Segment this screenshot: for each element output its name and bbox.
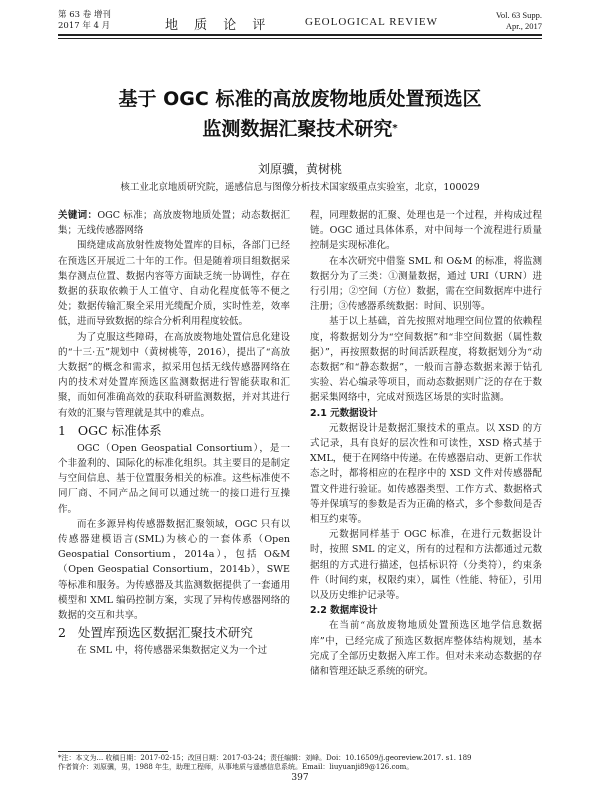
journal-name-cn: 地 质 论 评 [165, 18, 272, 33]
left-column [58, 208, 290, 658]
section-title: 处置库预选区数据汇聚技术研究 [77, 625, 253, 641]
header-volume-en [478, 10, 542, 32]
header-vol-en: Vol. 63 Supp. [495, 10, 542, 20]
paragraph: 而在多源异构传感器数据汇聚领域，OGC 只有以传感器建模语言(SML)为核心的一套体系（Open Geospatial Consortium，2014a），包括 O&M（Open Geospatial Consortium，2014b），SWE 等标准和服务。为传感器及其监测数据提供了一套通用模型和 XML 编码控制方案，实现了异构传感器网络的数据的交互和共享。 [58, 518, 290, 622]
paragraph: 在当前“高放废物地质处置预选区地学信息数据库”中，已经完成了预选区数据库整体结构规划，基本完成了全部历史数据入库工作。但对未来动态数据的存储和管理还缺乏系统的研究。 [310, 620, 542, 678]
paragraph: OGC（Open Geospatial Consortium），是一个非盈利的、国际化的标准化组织。其主要目的是制定与空间信息、基于位置服务相关的标准。这些标准使不同厂商、不同产品之间可以通过统一的接口进行互操作。 [58, 442, 290, 515]
journal-name-en: GEOLOGICAL REVIEW [305, 16, 438, 28]
paragraph: 在本次研究中借鉴 SML 和 O&M 的标准，将监测数据分为了三类：①测量数据，通过 URI（URN）进行引用；②空间（方位）数据，需在空间数据库中进行注册；③传感器系统数据：时间、识别等。 [310, 255, 542, 313]
header-date-en: Apr., 2017 [505, 21, 542, 31]
footnote-line-1: *注：本文为... 收稿日期：2017-02-15；改回日期：2017-03-24；责任编辑：刘峰。Doi：10.16509/j.georeview.2017. s1. 189 [58, 754, 472, 762]
keywords [58, 208, 290, 238]
title-footnote-mark: * [392, 123, 398, 134]
subsection-heading-2-1: 2.1 元数据设计 [310, 407, 378, 419]
header-year-cn: 2017 年 4 月 [58, 21, 111, 31]
section-heading-1 [58, 421, 290, 441]
right-column [310, 208, 542, 679]
paper-title-line2 [40, 115, 560, 143]
author-list: 刘原骥，黄树桃 [257, 162, 342, 176]
author-affiliation: 核工业北京地质研究院，遥感信息与图像分析技术国家级重点实验室，北京，100029 [120, 182, 480, 193]
subsection-heading-2-2: 2.2 数据库设计 [310, 605, 378, 617]
header-rule-thin [58, 38, 542, 39]
paper-title-line1: 基于 OGC 标准的高放废物地质处置预选区 [118, 88, 482, 110]
paper-title-line2-text: 监测数据汇聚技术研究 [202, 118, 393, 140]
section-number: 2 [58, 625, 66, 641]
paragraph: 基于以上基础，首先按照对地理空间位置的依赖程度，将数据划分为“空间数据”和“非空间数据（属性数据）”，再按照数据的时间活跃程度，将数据划分为“动态数据”和“静态数据”，一般而言静态数据来源于钻孔实验、岩心编录等项目，而动态数据则广泛的存在于数据采集网络中，完成对预选区场景的实时监测。 [310, 316, 542, 404]
paragraph: 围绕建成高放射性废物处置库的目标，各部门已经在预选区开展近二十年的工作。但是随着项目组数据采集存测点位置、数据内容等方面缺乏统一协调性，存在数据的获取依赖于人工值守、自动化程度低等不便之处；数据传输汇聚全采用光缆配介质，实时性差，效率低，进而导致数据的综合分析利用程度较低。 [58, 240, 290, 328]
paragraph: 程，同理数据的汇聚、处理也是一个过程，并构成过程链。OGC 通过具体体系，对中间每一个流程进行质量控制是实现标准化。 [310, 210, 542, 252]
paragraph: 在 SML 中，将传感器采集数据定义为一个过 [77, 645, 268, 657]
keywords-text: OGC 标准；高放废物地质处置；动态数据汇集；无线传感器网络 [58, 210, 290, 237]
footnote-line-2: 作者简介：刘原骥，男，1988 年生，助理工程师，从事地质与遥感信息系统。Email：liuyuanji89@126.com。 [58, 763, 414, 771]
footnote-rule [58, 751, 168, 752]
section-heading-2 [58, 623, 290, 643]
header-vol-cn: 第 63 卷 增刊 [58, 10, 111, 20]
header-rule-thick [58, 34, 542, 36]
section-number: 1 [58, 422, 66, 438]
page-number: 397 [291, 773, 309, 783]
header-volume-cn [58, 10, 111, 32]
paragraph: 为了克服这些障碍，在高放废物地处置信息化建设的“十三·五”规划中（黄树桃等，2016），提出了“高放大数据”的概念和需求，拟采用包括无线传感器网络在内的技术对处置库预选区监测数据进行智能获取和汇聚，而如何准确高效的获取科研监测数据，并对其进行有效的汇聚与管理就是其中的难点。 [58, 331, 290, 419]
paragraph: 元数据设计是数据汇聚技术的重点。以 XSD 的方式记录，具有良好的层次性和可读性，XSD 格式基于 XML，便于在网络中传递。在传感器启动、更新工作状态之时，都将相应的在程序中的 XSD 文件对传感器配置文件进行验证。如传感器类型、工作方式、数据格式等并保填写的参数是否为正确的格式，多个参数间是否相互约束等。 [310, 422, 542, 526]
section-title: OGC 标准体系 [77, 422, 162, 438]
keywords-label: 关键词： [58, 210, 98, 221]
paragraph: 元数据同样基于 OGC 标准，在进行元数据设计时，按照 SML 的定义，所有的过程和方法都通过元数据组的方式进行描述，包括标识符（分类符），约束条件（时间约束，权限约束），属性（性能、特征），引用以及历史维护记录等。 [310, 529, 542, 602]
